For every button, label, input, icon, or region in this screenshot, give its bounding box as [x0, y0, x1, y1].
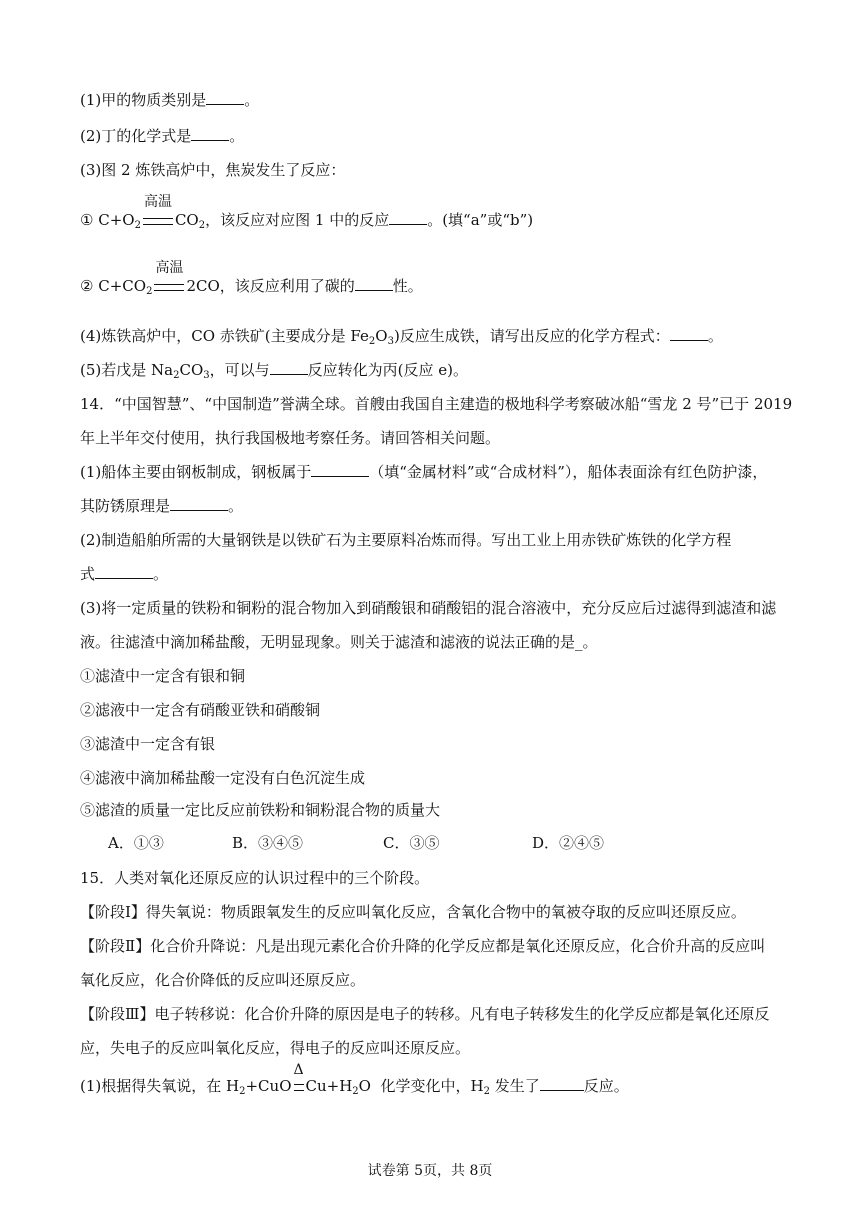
reaction-condition: Δ: [293, 1062, 304, 1078]
choice-b[interactable]: B．③④⑤: [232, 834, 304, 852]
eq-reactants: C+O: [98, 211, 135, 229]
eq-products: 2CO: [186, 277, 220, 295]
subscript: 3: [203, 370, 210, 381]
q14-part1-cont: [80, 496, 243, 516]
q14-statement-1: ①滤渣中一定含有银和铜: [80, 667, 246, 685]
answer-blank[interactable]: [170, 496, 228, 511]
q14-statement-2: ②滤液中一定含有硝酸亚铁和硝酸铜: [80, 701, 321, 719]
q13-part2: [80, 126, 244, 146]
q14-part1: [80, 462, 767, 482]
q13-part1-text: (1)甲的物质类别是: [80, 91, 207, 109]
formula-part: O: [375, 327, 388, 345]
subscript: 2: [134, 220, 141, 231]
answer-blank[interactable]: [355, 276, 393, 291]
reaction-arrow: [152, 260, 186, 296]
q13-part2-text: (2)丁的化学式是: [80, 127, 192, 145]
q15-part1: [80, 1062, 629, 1102]
q13-part5-text-2: ，可以与: [209, 361, 270, 379]
subscript: 2: [483, 1086, 490, 1097]
q14-part2-cont: [80, 564, 168, 584]
q14-part3: (3)将一定质量的铁粉和铜粉的混合物加入到硝酸银和硝酸铝的混合溶液中，充分反应后过滤得到滤渣和滤: [80, 599, 777, 617]
circled-number: ①: [80, 211, 94, 229]
q13-part4-end: 。: [707, 327, 723, 345]
q15-stage-3-cont: 应，失电子的反应叫氧化反应，得电子的反应叫还原反应。: [80, 1039, 471, 1057]
answer-blank[interactable]: [270, 360, 308, 375]
double-bar: [294, 1084, 304, 1091]
q13-equation-1: [80, 194, 534, 236]
q14-part2-end: 。: [153, 565, 169, 583]
eq-products: CO: [174, 211, 199, 229]
formula-part: CO: [179, 361, 204, 379]
subscript: 2: [198, 220, 206, 231]
q14-part3-cont: 液。往滤渣中滴加稀盐酸，无明显现象。则关于滤渣和滤液的说法正确的是_。: [80, 633, 598, 651]
answer-blank[interactable]: [540, 1076, 584, 1091]
q15-part1-end: 反应。: [583, 1077, 629, 1095]
reaction-arrow: [292, 1062, 306, 1096]
q15-stage-3: 【阶段Ⅲ】电子转移说：化合价升降的原因是电子的转移。凡有电子转移发生的化学反应都是氧化还原反: [80, 1005, 770, 1023]
eq-reactants: C+CO: [98, 277, 147, 295]
reaction-arrow: [141, 194, 175, 230]
answer-blank[interactable]: [311, 462, 369, 477]
q13-part4-text-2: )反应生成铁，请写出反应的化学方程式：: [393, 327, 670, 345]
q13-part1-end: 。: [244, 91, 260, 109]
eq2-end: 性。: [392, 277, 423, 295]
q15-part1-text: (1)根据得失氧说，在 H: [80, 1077, 240, 1095]
q14-part1-text: (1)船体主要由钢板制成，钢板属于: [80, 463, 312, 481]
choice-c[interactable]: C．③⑤: [383, 834, 440, 852]
q14-choices: [108, 832, 708, 854]
q13-part5-text: (5)若戊是 Na: [80, 361, 174, 379]
circled-number: ②: [80, 277, 94, 295]
eq-reactants: +CuO: [245, 1077, 292, 1095]
q13-part1: [80, 90, 259, 110]
answer-blank[interactable]: [95, 564, 153, 579]
q14-statement-5: ⑤滤渣的质量一定比反应前铁粉和铜粉混合物的质量大: [80, 801, 441, 819]
q13-part4-text: (4)炼铁高炉中，CO 赤铁矿(主要成分是 Fe: [80, 327, 369, 345]
q15-stage-1: 【阶段Ⅰ】得失氧说：物质跟氧发生的反应叫氧化反应，含氧化合物中的氧被夺取的反应叫还原反应。: [80, 903, 746, 921]
formula-part: O: [358, 1077, 371, 1095]
q14-part1-hint: （填“金属材料”或“合成材料”），船体表面涂有红色防护漆，: [369, 463, 768, 481]
q14-part1-text-2: 其防锈原理是: [80, 497, 171, 515]
eq1-hint: 。(填“a”或“b”): [427, 211, 534, 229]
eq-products: Cu+H: [305, 1077, 353, 1095]
q14-statement-4: ④滤液中滴加稀盐酸一定没有白色沉淀生成: [80, 769, 366, 787]
reaction-condition: 高温: [155, 260, 184, 276]
q15-stem: 15．人类对氧化还原反应的认识过程中的三个阶段。: [80, 869, 430, 887]
q15-stage-2-cont: 氧化反应，化合价降低的反应叫还原反应。: [80, 971, 366, 989]
eq1-text: ，该反应对应图 1 中的反应: [205, 211, 390, 229]
double-bar: [143, 218, 173, 225]
page-footer: 试卷第 5页，共 8页: [367, 1163, 493, 1179]
subscript: 2: [173, 370, 180, 381]
subscript: 2: [146, 286, 153, 297]
q14-part2: (2)制造船舶所需的大量钢铁是以铁矿石为主要原料冶炼而得。写出工业上用赤铁矿炼铁的化学方程: [80, 531, 732, 549]
q15-stage-2: 【阶段Ⅱ】化合价升降说：凡是出现元素化合价升降的化学反应都是氧化还原反应，化合价升高的反应叫: [80, 937, 766, 955]
subscript: 3: [387, 336, 394, 347]
q13-part2-end: 。: [229, 127, 245, 145]
q13-part3: (3)图 2 炼铁高炉中，焦炭发生了反应：: [80, 161, 346, 179]
q13-part4: [80, 326, 723, 352]
subscript: 2: [352, 1086, 359, 1097]
answer-blank[interactable]: [191, 126, 229, 141]
eq2-text: ，该反应利用了碳的: [219, 277, 355, 295]
double-bar: [154, 284, 184, 291]
choice-d[interactable]: D．②④⑤: [532, 834, 605, 852]
q14-stem-line-2: 年上半年交付使用，执行我国极地考察任务。请回答相关问题。: [80, 429, 501, 447]
q15-part1-text-2: 化学变化中，H: [380, 1077, 484, 1095]
choice-a[interactable]: A．①③: [108, 834, 164, 852]
q13-part5: [80, 360, 468, 386]
q14-stem-line-1: 14．“中国智慧”、“中国制造”誉满全球。首艘由我国自主建造的极地科学考察破冰船“雪龙 2 号”已于 2019: [80, 395, 793, 413]
answer-blank[interactable]: [206, 90, 244, 105]
q14-part2-text: 式: [80, 565, 96, 583]
q13-part5-end: 反应转化为丙(反应 e)。: [307, 361, 468, 379]
q14-statement-3: ③滤渣中一定含有银: [80, 735, 216, 753]
reaction-condition: 高温: [143, 194, 172, 210]
answer-blank[interactable]: [389, 210, 427, 225]
q13-equation-2: [80, 260, 423, 302]
subscript: 2: [239, 1086, 246, 1097]
subscript: 2: [368, 336, 376, 347]
answer-blank[interactable]: [670, 326, 708, 341]
q14-part1-end: 。: [228, 497, 244, 515]
q15-part1-text-3: 发生了: [490, 1077, 540, 1095]
